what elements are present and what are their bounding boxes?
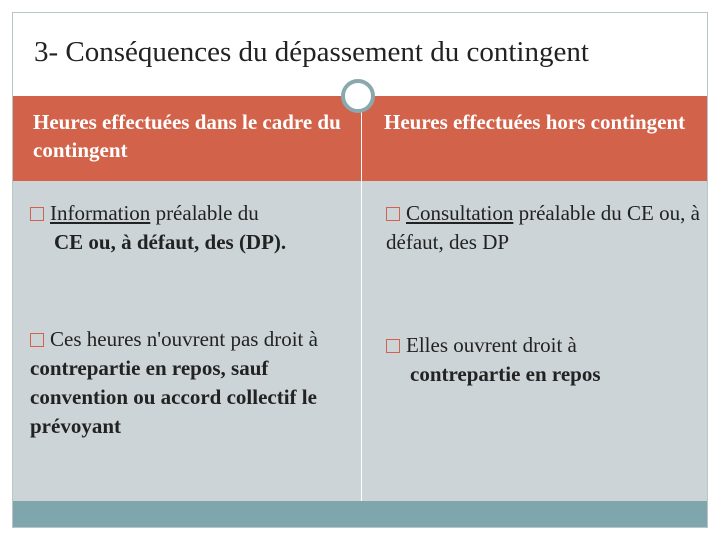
- checkbox-bullet-icon: [30, 207, 44, 221]
- bullet-text: préalable du CE ou, à défaut, des DP: [386, 201, 700, 254]
- checkbox-bullet-icon: [386, 207, 400, 221]
- bullet-text: Elles ouvrent droit à: [406, 333, 577, 357]
- footer-band: [13, 501, 707, 527]
- header-right: Heures effectuées hors contingent: [384, 110, 686, 134]
- bullet-bold-text: CE ou, à défaut, des (DP).: [54, 230, 287, 254]
- left-bullet-1: [30, 199, 350, 257]
- right-bullet-1: [386, 199, 706, 257]
- bullet-bold-text: contrepartie en repos: [410, 362, 601, 386]
- bullet-text: Ces heures n'ouvrent pas droit à: [50, 327, 318, 351]
- header-left: Heures effectuées dans le cadre du contingent: [33, 110, 341, 162]
- column-divider: [361, 96, 362, 501]
- bullet-bold-text: contrepartie en repos, sauf convention ou accord collectif le prévoyant: [30, 356, 317, 438]
- checkbox-bullet-icon: [386, 339, 400, 353]
- bullet-text: préalable du: [150, 201, 259, 225]
- checkbox-bullet-icon: [30, 333, 44, 347]
- bullet-keyword: Information: [50, 201, 151, 225]
- slide-title: 3- Conséquences du dépassement du contingent: [34, 36, 589, 68]
- left-bullet-2: [30, 325, 350, 441]
- bullet-keyword: Consultation: [406, 201, 514, 225]
- right-bullet-2: [386, 331, 706, 389]
- circle-ornament-icon: [341, 79, 375, 113]
